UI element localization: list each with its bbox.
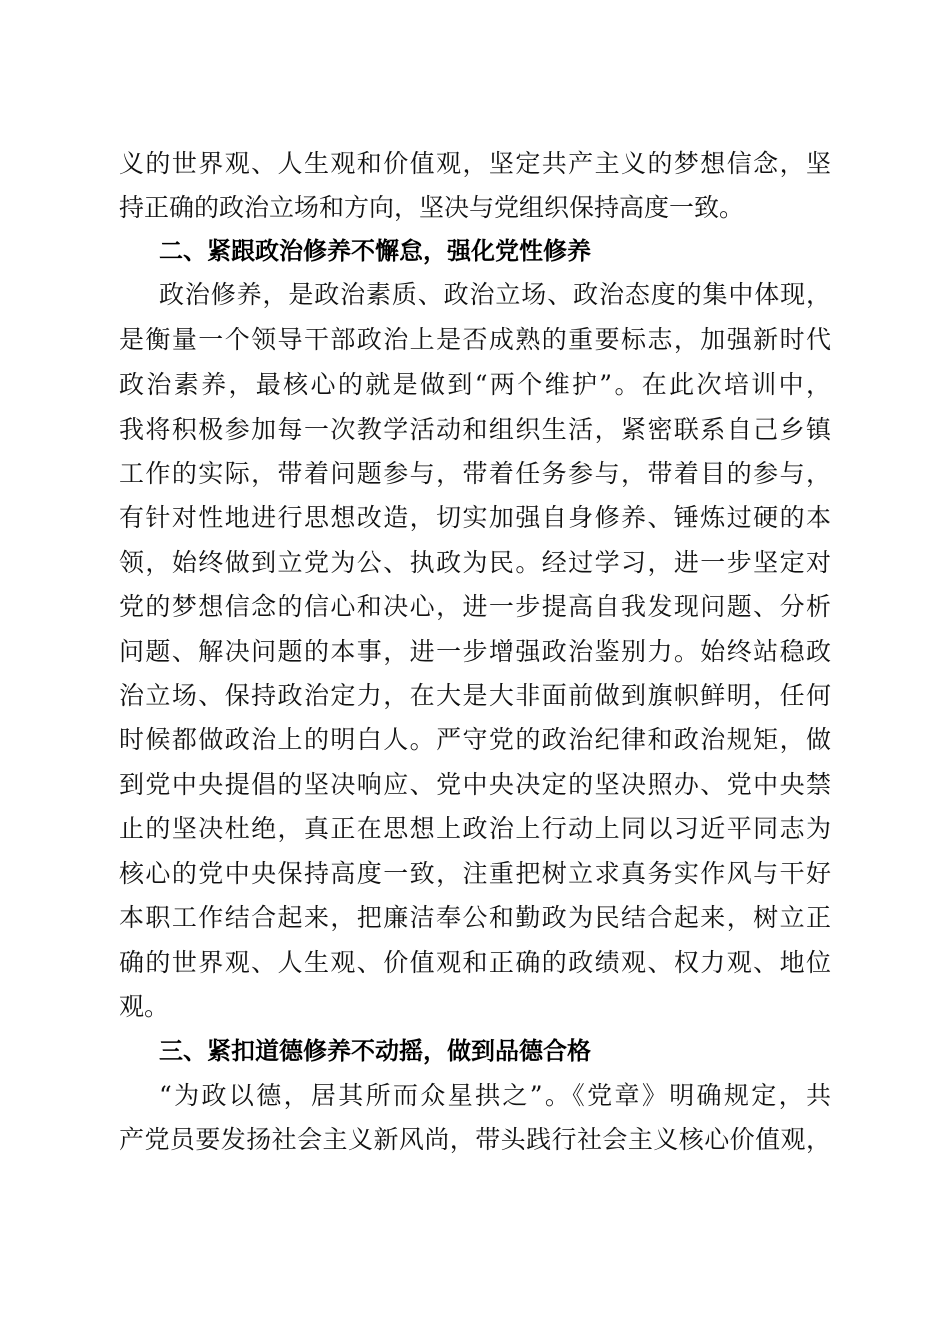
section-heading: 二、紧跟政治修养不懈怠，强化党性修养	[159, 237, 591, 265]
text-line: “为政以德，居其所而众星拱之”。《党章》明确规定，共	[159, 1081, 831, 1110]
text-line: 领，始终做到立党为公、执政为民。经过学习，进一步坚定对	[119, 548, 831, 577]
text-line: 时候都做政治上的明白人。严守党的政治纪律和政治规矩，做	[119, 725, 831, 754]
section-heading: 三、紧扣道德修养不动摇，做到品德合格	[159, 1037, 591, 1065]
text-line: 治立场、保持政治定力，在大是大非面前做到旗帜鲜明，任何	[119, 681, 831, 710]
text-line: 确的世界观、人生观、价值观和正确的政绩观、权力观、地位	[119, 948, 831, 977]
text-line: 问题、解决问题的本事，进一步增强政治鉴别力。始终站稳政	[119, 637, 831, 666]
text-line: 本职工作结合起来，把廉洁奉公和勤政为民结合起来，树立正	[119, 903, 831, 932]
text-line: 工作的实际，带着问题参与，带着任务参与，带着目的参与，	[119, 459, 831, 488]
text-line: 核心的党中央保持高度一致，注重把树立求真务实作风与干好	[119, 859, 831, 888]
text-line: 义的世界观、人生观和价值观，坚定共产主义的梦想信念，坚	[119, 149, 831, 178]
text-line: 党的梦想信念的信心和决心，进一步提高自我发现问题、分析	[119, 592, 831, 621]
text-line: 政治素养，最核心的就是做到“两个维护”。在此次培训中，	[119, 370, 831, 399]
text-line: 政治修养，是政治素质、政治立场、政治态度的集中体现，	[159, 280, 831, 309]
text-line: 我将积极参加每一次教学活动和组织生活，紧密联系自己乡镇	[119, 415, 831, 444]
text-line: 有针对性地进行思想改造，切实加强自身修养、锤炼过硬的本	[119, 503, 831, 532]
text-line: 到党中央提倡的坚决响应、党中央决定的坚决照办、党中央禁	[119, 770, 831, 799]
text-line: 持正确的政治立场和方向，坚决与党组织保持高度一致。	[119, 193, 745, 222]
text-line: 产党员要发扬社会主义新风尚，带头践行社会主义核心价值观，	[119, 1125, 831, 1154]
text-line: 是衡量一个领导干部政治上是否成熟的重要标志，加强新时代	[119, 325, 831, 354]
text-line: 观。	[119, 992, 170, 1021]
text-line: 止的坚决杜绝，真正在思想上政治上行动上同以习近平同志为	[119, 814, 831, 843]
